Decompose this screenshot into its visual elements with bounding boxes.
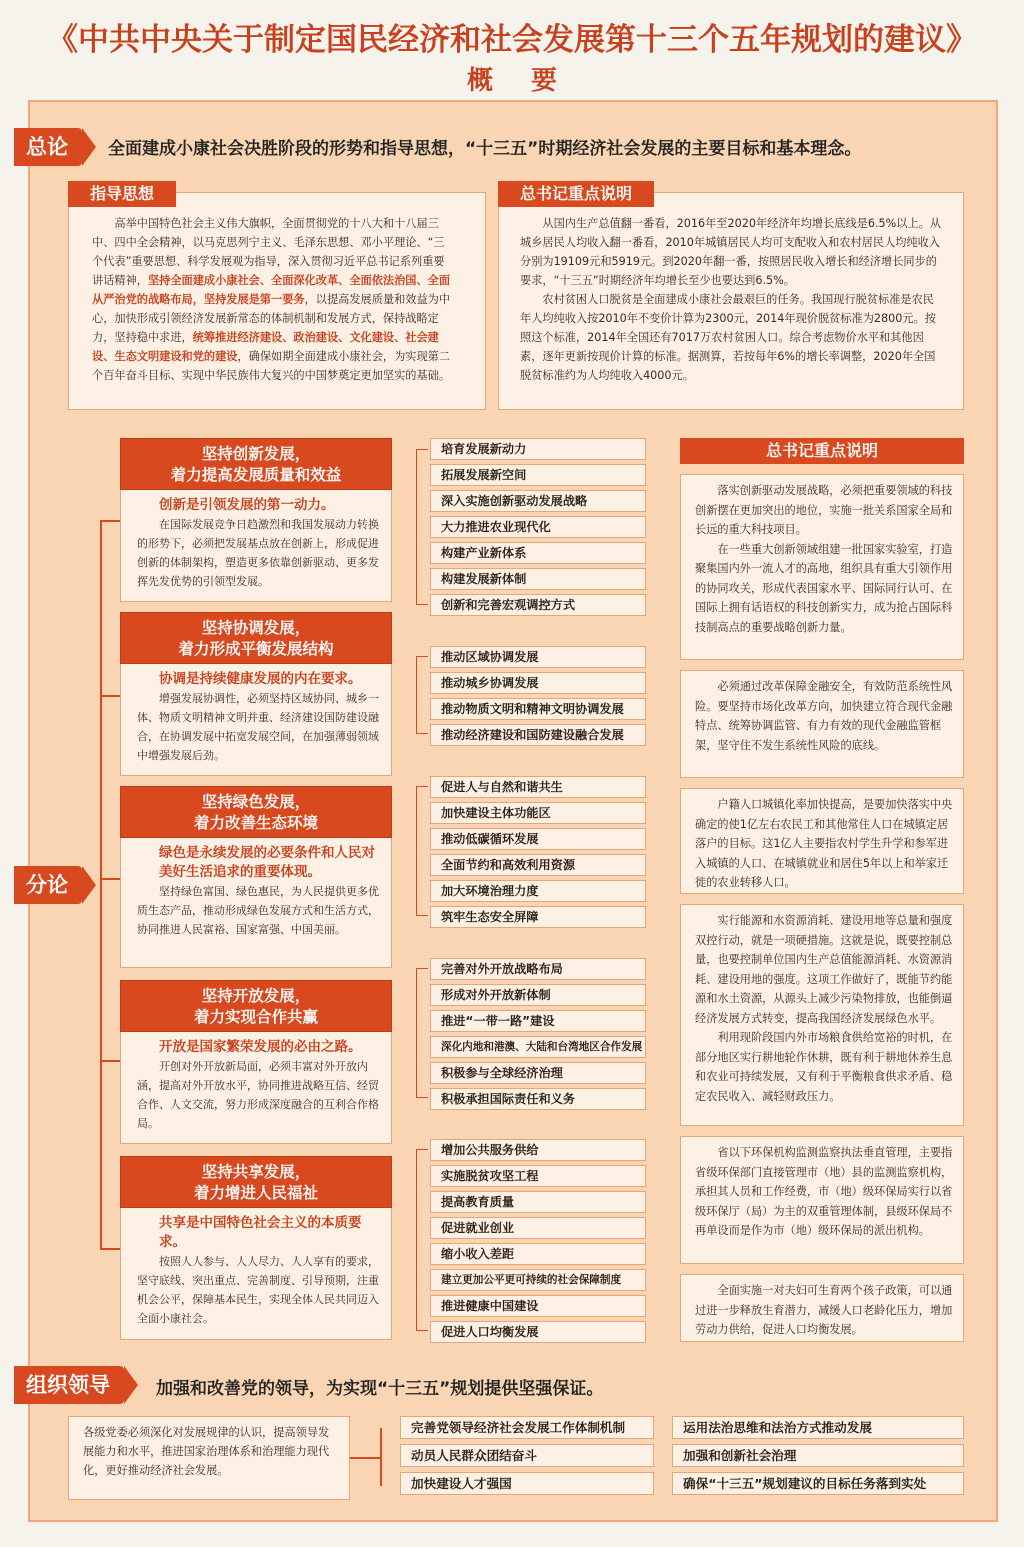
pillar-green (120, 786, 392, 968)
secretary-text: 从国内生产总值翻一番看，2016年至2020年经济年均增长底线是6.5%以上。从城乡居民人均收入翻一番看，2010年城镇居民人均可支配收入和农村居民人均纯收入分别为19109元和5919元。到2020年翻一番，按照居民收入增长和经济增长同步的要求，“十三五”时期经济年均增长至少也要达到6.5%。 农村贫困人口脱贫是全面建成小康社会最艰巨的任务。我国现行脱贫标准是农民年人均纯收入按2010年不变价计算为2300元，2014年现价脱贫标准为2800元。按照这个标准，2014年全国还有7017万农村贫困人口。综合考虑物价水平和其他因素，逐年更新按现价计算的标准。据测算，若按每年6%的增长率调整，2020年全国脱贫标准约为人均纯收入4000元。 (520, 217, 942, 382)
list-item: 积极参与全球经济治理 (430, 1062, 646, 1084)
document-subtitle: 概要 (466, 66, 595, 96)
lingdao-text: 各级党委必须深化对发展规律的认识，提高领导发展能力和水平，推进国家治理体系和治理能力现代化，更好推动经济社会发展。 (68, 1416, 350, 1500)
list-item: 加快建设主体功能区 (430, 802, 646, 824)
lingdao-item: 完善党领导经济社会发展工作体制机制 (400, 1416, 654, 1439)
list-item: 全面节约和高效利用资源 (430, 854, 646, 876)
list-bracket (416, 656, 428, 734)
lingdao-item: 运用法治思维和法治方式推动发展 (672, 1416, 964, 1439)
tree-trunk (100, 520, 102, 1248)
list-item: 形成对外开放新体制 (430, 984, 646, 1006)
secretary-heading: 总书记重点说明 (498, 181, 654, 207)
list-item: 促进人与自然和谐共生 (430, 776, 646, 798)
list-item: 构建发展新体制 (430, 568, 646, 590)
pillar-heading: 坚持开放发展， 着力实现合作共赢 (120, 980, 392, 1032)
list-item: 推进“一带一路”建设 (430, 1010, 646, 1032)
pillar-heading: 坚持创新发展， 着力提高发展质量和效益 (120, 438, 392, 490)
list-item: 推进健康中国建设 (430, 1295, 646, 1317)
list-item: 积极承担国际责任和义务 (430, 1088, 646, 1110)
guide-heading: 指导思想 (68, 181, 176, 207)
section-tag-fenlun: 分论 (14, 866, 82, 904)
lingdao-description: 加强和改善党的领导，为实现“十三五”规划提供坚强保证。 (156, 1379, 604, 1399)
lingdao-item: 动员人民群众团结奋斗 (400, 1444, 654, 1467)
list-item: 加大环境治理力度 (430, 880, 646, 902)
lingdao-item: 加强和创新社会治理 (672, 1444, 964, 1467)
pillar-heading: 坚持协调发展， 着力形成平衡发展结构 (120, 612, 392, 664)
pillar-body: 创新是引领发展的第一动力。 在国际发展竞争日趋激烈和我国发展动力转换的形势下，必须把发展基点放在创新上，形成促进创新的体制架构，塑造更多依靠创新驱动、更多发挥先发优势的引领型发展。 (120, 490, 392, 602)
connector-line (350, 1457, 380, 1459)
tree-branch (100, 878, 120, 880)
list-item: 促进就业创业 (430, 1217, 646, 1239)
pillar-heading: 坚持绿色发展， 着力改善生态环境 (120, 786, 392, 838)
lingdao-item: 确保“十三五”规划建议的目标任务落到实处 (672, 1472, 964, 1495)
tree-branch (100, 695, 120, 697)
list-item: 创新和完善宏观调控方式 (430, 594, 646, 616)
tree-branch (100, 1060, 120, 1062)
list-item: 深化内地和港澳、大陆和台湾地区合作发展 (430, 1036, 646, 1058)
tree-branch (100, 1248, 120, 1250)
list-item: 缩小收入差距 (430, 1243, 646, 1265)
list-bracket (416, 449, 428, 605)
zonglun-description: 全面建成小康社会决胜阶段的形势和指导思想，“十三五”时期经济社会发展的主要目标和基本理念。 (108, 139, 862, 159)
section-tag-lingdao: 组织领导 (14, 1366, 124, 1404)
list-bracket (416, 786, 428, 916)
pillar-heading: 坚持共享发展， 着力增进人民福祉 (120, 1156, 392, 1208)
list-bracket (416, 968, 428, 1098)
pillar-innovation (120, 438, 392, 602)
pillar-body: 共享是中国特色社会主义的本质要求。 按照人人参与、人人尽力、人人享有的要求，坚守底线、突出重点、完善制度、引导预期，注重机会公平，保障基本民生，实现全体人民共同迈入全面小康社会。 (120, 1208, 392, 1340)
pillar-body: 开放是国家繁荣发展的必由之路。 开创对外开放新局面，必须丰富对外开放内涵，提高对外开放水平，协同推进战略互信、经贸合作、人文交流，努力形成深度融合的互利合作格局。 (120, 1032, 392, 1144)
connector-line (380, 1428, 382, 1486)
right-heading: 总书记重点说明 (680, 438, 964, 464)
pillar-body: 协调是持续健康发展的内在要求。 增强发展协调性，必须坚持区域协同、城乡一体、物质文明精神文明并重、经济建设国防建设融合，在协调发展中拓宽发展空间，在加强薄弱领域中增强发展后劲。 (120, 664, 392, 776)
list-item: 培育发展新动力 (430, 438, 646, 460)
pillar-body: 绿色是永续发展的必要条件和人民对美好生活追求的重要体现。 坚持绿色富国、绿色惠民，为人民提供更多优质生态产品，推动形成绿色发展方式和生活方式，协同推进人民富裕、国家富强、中国美丽。 (120, 838, 392, 968)
explanation-box: 落实创新驱动发展战略，必须把重要领域的科技创新摆在更加突出的地位，实施一批关系国家全局和长远的重大科技项目。 在一些重大创新领域组建一批国家实验室，打造聚集国内外一流人才的高地，组织具有重大引领作用的协同攻关，形成代表国家水平、国际同行认可、在国际上拥有话语权的科技创新实力，成为抢占国际科技制高点的重要战略创新力量。 (680, 474, 964, 660)
list-item: 大力推进农业现代化 (430, 516, 646, 538)
explanation-box: 省以下环保机构监测监察执法垂直管理，主要指省级环保部门直接管理市（地）县的监测监察机构，承担其人员和工作经费，市（地）级环保局实行以省级环保厅（局）为主的双重管理体制，县级环保局不再单设而是作为市（地）级环保局的派出机构。 (680, 1136, 964, 1264)
guide-text: 高举中国特色社会主义伟大旗帜，全面贯彻党的十八大和十八届三中、四中全会精神，以马克思列宁主义、毛泽东思想、邓小平理论、“三个代表”重要思想、科学发展观为指导，深入贯彻习近平总书记系列重要讲话精神，坚持全面建成小康社会、全面深化改革、全面依法治国、全面从严治党的战略布局，坚持发展是第一要务，以提高发展质量和效益为中心，加快形成引领经济发展新常态的体制机制和发展方式，保持战略定力，坚持稳中求进，统筹推进经济建设、政治建设、文化建设、社会建设、生态文明建设和党的建设，确保如期全面建成小康社会，为实现第二个百年奋斗目标、实现中华民族伟大复兴的中国梦奠定更加坚实的基础。 (92, 217, 451, 382)
document-title: 《中共中央关于制定国民经济和社会发展第十三个五年规划的建议》 (47, 22, 977, 58)
list-item: 深入实施创新驱动发展战略 (430, 490, 646, 512)
list-item: 构建产业新体系 (430, 542, 646, 564)
explanation-box: 必须通过改革保障金融安全，有效防范系统性风险。要坚持市场化改革方向，加快建立符合现代金融特点、统筹协调监管、有力有效的现代金融监管框架，坚守住不发生系统性风险的底线。 (680, 670, 964, 778)
list-item: 实施脱贫攻坚工程 (430, 1165, 646, 1187)
section-tag-zonglun: 总论 (14, 128, 82, 166)
list-item: 拓展发展新空间 (430, 464, 646, 486)
list-bracket (416, 1149, 428, 1331)
list-item: 推动城乡协调发展 (430, 672, 646, 694)
list-item: 提高教育质量 (430, 1191, 646, 1213)
explanation-box: 实行能源和水资源消耗、建设用地等总量和强度双控行动，就是一项硬措施。这就是说，既要控制总量，也要控制单位国内生产总值能源消耗、水资源消耗、建设用地的强度。这项工作做好了，既能节约能源和水土资源，从源头上减少污染物排放，也能倒逼经济发展方式转变，提高我国经济发展绿色水平。 利用现阶段国内外市场粮食供给宽裕的时机，在部分地区实行耕地轮作休耕，既有利于耕地休养生息和农业可持续发展，又有利于平衡粮食供求矛盾、稳定农民收入、减轻财政压力。 (680, 904, 964, 1126)
list-item: 推动低碳循环发展 (430, 828, 646, 850)
list-item: 推动物质文明和精神文明协调发展 (430, 698, 646, 720)
lingdao-item: 加快建设人才强国 (400, 1472, 654, 1495)
tree-branch (100, 520, 120, 522)
explanation-box: 户籍人口城镇化率加快提高，是要加快落实中央确定的使1亿左右农民工和其他常住人口在城镇定居落户的目标。这1亿人主要指农村学生升学和参军进入城镇的人口、在城镇就业和居住5年以上和举家迁徙的农业转移人口。 (680, 788, 964, 894)
pillar-sharing (120, 1156, 392, 1340)
list-item: 推动区域协调发展 (430, 646, 646, 668)
list-item: 筑牢生态安全屏障 (430, 906, 646, 928)
explanation-box: 全面实施一对夫妇可生育两个孩子政策，可以通过进一步释放生育潜力，减缓人口老龄化压力，增加劳动力供给，促进人口均衡发展。 (680, 1274, 964, 1342)
list-item: 增加公共服务供给 (430, 1139, 646, 1161)
list-item: 建立更加公平更可持续的社会保障制度 (430, 1269, 646, 1291)
list-item: 促进人口均衡发展 (430, 1321, 646, 1343)
list-item: 完善对外开放战略布局 (430, 958, 646, 980)
pillar-coordination (120, 612, 392, 776)
list-item: 推动经济建设和国防建设融合发展 (430, 724, 646, 746)
pillar-opening (120, 980, 392, 1144)
